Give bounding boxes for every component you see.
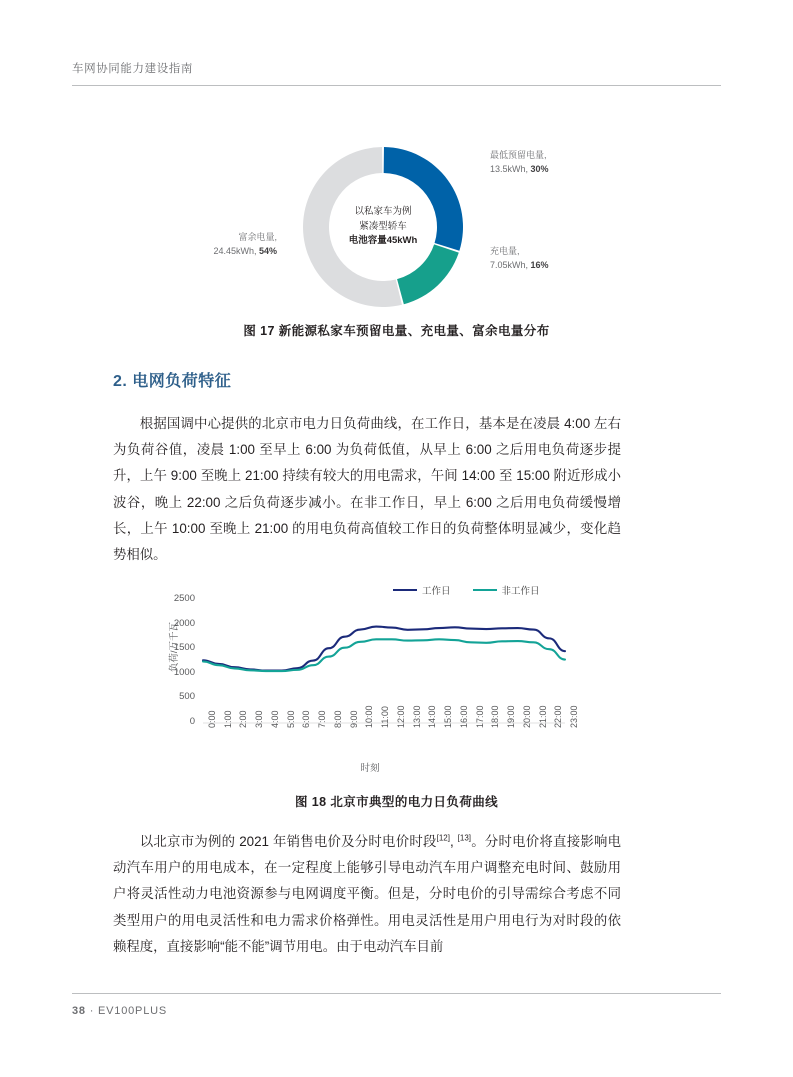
chart-series-line <box>203 639 565 671</box>
chart-x-axis-title: 时刻 <box>360 763 380 774</box>
paragraph-grid-load: 根据国调中心提供的北京市电力日负荷曲线，在工作日，基本是在凌晨 4:00 左右为负荷谷值，凌晨 1:00 至早上 6:00 为负荷低值，从早上 6:00 之后用电负荷逐步提升，上午 9:00 至晚上 21:00 持续有较大的用电需求，午间 14:00 至 15:00 附近形成小波谷，晚上 22:00 之后负荷逐步减小。在非工作日，早上 6:00 之后用电负荷缓慢增长，上午 10:00 至晚上 21:00 的用电负荷高值较工作日的负荷整体明显减少，变化趋势相似。 <box>113 416 621 563</box>
donut-label-charge-percent: 16% <box>530 260 549 270</box>
section-title: 电网负荷特征 <box>132 373 232 390</box>
chart-series-line <box>203 627 565 671</box>
chart-x-tick: 7:00 <box>317 710 328 728</box>
figure-18-caption: 图 18 北京市典型的电力日负荷曲线 <box>294 795 499 809</box>
legend-label-nonworkday: 非工作日 <box>501 586 540 597</box>
figure-17-caption: 图 17 新能源私家车预留电量、充电量、富余电量分布 <box>243 324 550 338</box>
donut-label-reserve-value: 13.5kWh, <box>490 164 529 174</box>
donut-label-surplus-value: 24.45kWh, <box>213 246 257 256</box>
donut-label-surplus-percent: 54% <box>258 246 277 256</box>
chart-x-tick: 23:00 <box>569 705 579 728</box>
donut-chart-figure <box>72 136 721 316</box>
chart-legend <box>393 583 540 597</box>
chart-x-tick: 3:00 <box>254 710 265 728</box>
load-curve-svg <box>155 578 585 778</box>
donut-label-charge-value: 7.05kWh, <box>490 260 529 270</box>
paragraph-price-policy <box>113 829 621 960</box>
legend-item-workday <box>393 583 451 597</box>
donut-segment <box>384 147 463 251</box>
paragraph-2-mid: , <box>449 834 454 849</box>
reference-12: [12] <box>436 833 450 843</box>
reference-13: [13] <box>457 833 471 843</box>
footer-brand: EV100PLUS <box>98 1005 167 1017</box>
donut-chart <box>294 138 472 316</box>
chart-x-tick: 21:00 <box>537 705 548 728</box>
chart-x-tick: 4:00 <box>269 710 280 728</box>
load-curve-chart <box>155 578 585 778</box>
chart-x-tick: 22:00 <box>553 705 564 728</box>
footer-divider <box>72 993 721 994</box>
donut-center-line-1: 以私家车为例 <box>354 206 412 218</box>
donut-label-charge-name: 充电量, <box>490 246 520 256</box>
chart-x-tick: 16:00 <box>458 705 469 728</box>
section-number: 2. <box>113 373 128 390</box>
header-divider <box>72 85 721 86</box>
chart-x-tick: 13:00 <box>411 705 422 728</box>
donut-center-line-3: 电池容量45kWh <box>348 235 418 247</box>
chart-y-tick: 500 <box>179 691 195 703</box>
legend-swatch-nonworkday <box>473 589 497 591</box>
legend-item-nonworkday <box>473 583 540 597</box>
donut-label-surplus <box>132 230 277 258</box>
chart-x-tick: 17:00 <box>474 705 485 728</box>
chart-x-tick: 18:00 <box>490 705 501 728</box>
section-heading <box>113 368 231 391</box>
chart-x-tick: 8:00 <box>332 710 343 728</box>
chart-x-tick: 2:00 <box>238 710 249 728</box>
chart-y-tick: 2000 <box>173 617 195 629</box>
paragraph-2-after: 。分时电价将直接影响电动汽车用户的用电成本，在一定程度上能够引导电动汽车用户调整充电时间、鼓励用户将灵活性动力电池资源参与电网调度平衡。但是，分时电价的引导需综合考虑不同类型用户的用电灵活性和电力需求价格弹性。用电灵活性是用户用电行为对时段的依赖程度，直接影响“能不能”调节用电。由于电动汽车目前 <box>113 834 621 954</box>
chart-x-tick: 11:00 <box>380 706 391 728</box>
chart-x-tick: 10:00 <box>364 705 375 728</box>
paragraph-2-before: 以北京市为例的 2021 年销售电价及分时电价时段 <box>139 834 437 849</box>
chart-x-tick: 6:00 <box>301 710 312 728</box>
running-header-title: 车网协同能力建设指南 <box>72 63 193 75</box>
donut-center-line-2: 紧凑型轿车 <box>359 220 407 232</box>
running-header <box>72 60 721 86</box>
chart-x-tick: 9:00 <box>348 710 359 728</box>
donut-label-surplus-name: 富余电量, <box>238 232 277 242</box>
footer-text <box>72 1005 721 1017</box>
chart-x-tick: 12:00 <box>395 705 406 728</box>
donut-svg <box>294 138 472 316</box>
donut-label-charge <box>490 244 549 272</box>
legend-swatch-workday <box>393 589 417 591</box>
chart-x-tick: 14:00 <box>427 705 438 728</box>
chart-y-tick: 0 <box>189 716 195 727</box>
donut-label-reserve-name: 最低预留电量, <box>490 150 547 160</box>
chart-x-tick: 20:00 <box>521 705 532 728</box>
chart-x-tick: 1:00 <box>222 710 233 728</box>
footer-separator: · <box>89 1005 95 1017</box>
donut-label-reserve <box>490 148 549 176</box>
chart-x-tick: 19:00 <box>506 705 517 728</box>
chart-x-tick: 15:00 <box>443 705 454 728</box>
chart-y-tick: 1500 <box>173 642 195 654</box>
chart-x-tick: 0:00 <box>207 710 217 728</box>
donut-label-reserve-percent: 30% <box>530 164 549 174</box>
legend-label-workday: 工作日 <box>422 586 451 597</box>
chart-x-tick: 5:00 <box>285 710 296 728</box>
footer-page-number: 38 <box>72 1005 86 1017</box>
chart-y-tick: 2500 <box>173 593 195 604</box>
chart-y-tick: 1000 <box>173 666 195 678</box>
donut-segment <box>397 244 459 304</box>
chart-y-axis-title: 负荷/万千瓦 <box>169 621 180 673</box>
page-footer <box>72 993 721 1017</box>
